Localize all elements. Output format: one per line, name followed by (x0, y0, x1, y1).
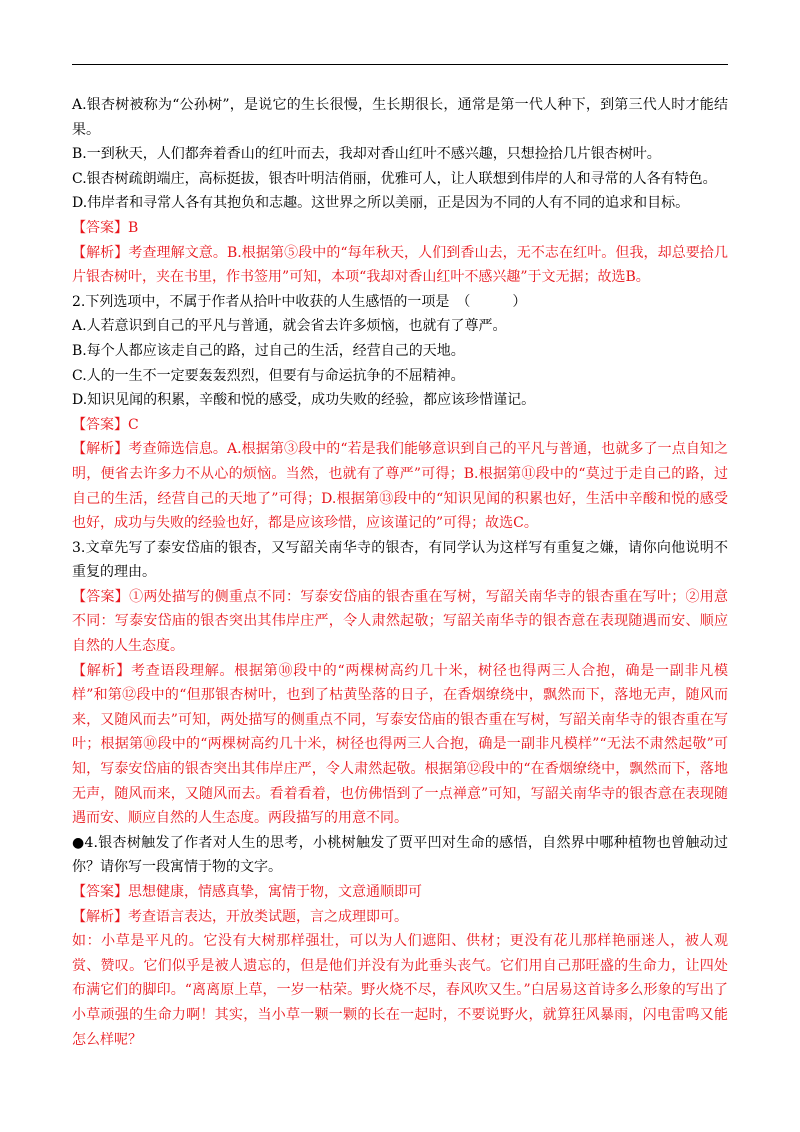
q2-option-a: A.人若意识到自己的平凡与普通，就会省去许多烦恼，也就有了尊严。 (72, 318, 507, 335)
q4-analysis-text: 考查语言表达，开放类试题，言之成理即可。 (128, 908, 408, 925)
answer-tag: 【答案】 (72, 884, 128, 900)
header-rule (72, 64, 728, 65)
q3-analysis-text: 考查语段理解。根据第⑩段中的“两棵树高约几十米，树径也得两三人合抱，确是一副非凡模样”和第⑫段中的“但那银杏树叶，也到了枯黄坠落的日子，在香烟缭绕中，飘然而下，落地无声，随风而来，又随风而去”可知，两处描写的侧重点不同，写泰安岱庙的银杏重在写树，写韶关南华寺的银杏重在写叶；根据第⑩段中的“两棵树高约几十米，树径也得两三人合抱，确是一副非凡模样”“无法不肃然起敬”可知，写泰安岱庙的银杏突出其伟岸庄严，令人肃然起敬。根据第⑫段中的“在香烟缭绕中，飘然而下，落地无声，随风而来，又随风而去。看着看着，也仿佛悟到了一点禅意”可知，写韶关南华寺的银杏意在表现随遇而安、顺应自然的人生态度。两段描写的用意不同。 (72, 662, 729, 827)
analysis-tag: 【解析】 (72, 662, 131, 679)
q4-answer (72, 880, 728, 905)
q2-answer (72, 413, 728, 438)
q1-answer (72, 216, 728, 241)
q2-analysis-text: 考查筛选信息。A.根据第③段中的“若是我们能够意识到自己的平凡与普通，也就多了一点自知之明，便省去许多力不从心的烦恼。当然，也就有了尊严”可得；B.根据第⑪段中的“莫过于走自己的路，过自己的生活，经营自己的天地了”可得；D.根据第⑬段中的“知识见闻的积累也好，生活中辛酸和悦的感受也好，成功与失败的经验也好，都是应该珍惜，应该谨记的”可得；故选C。 (72, 441, 728, 532)
q4-answer-text: 思想健康，情感真挚，寓情于物，文意通顺即可 (128, 884, 422, 900)
q1-option-d: D.伟岸者和寻常人各有其抱负和志趣。这世界之所以美丽，正是因为不同的人有不同的追求和目标。 (72, 195, 690, 212)
q2-option-c: C.人的一生不一定要轰轰烈烈，但要有与命运抗争的不屈精神。 (72, 367, 465, 384)
q4-example: 如：小草是平凡的。它没有大树那样强壮，可以为人们遮阳、供材；更没有花儿那样艳丽迷人，被人观赏、赞叹。它们似乎是被人遗忘的，但是他们并没有为此垂头丧气。它们用自己那旺盛的生命力，让四处布满它们的脚印。“离离原上草，一岁一枯荣。野火烧不尽，春风吹又生。”白居易这首诗多么形象的写出了小草顽强的生命力啊！其实，当小草一颗一颗的长在一起时，不要说野火，就算狂风暴雨，闪电雷鸣又能怎么样呢？ (72, 933, 728, 1048)
q2-option-d: D.知识见闻的积累，辛酸和悦的感受，成功失败的经验，都应该珍惜谨记。 (72, 392, 536, 409)
q2-option-b: B.每个人都应该走自己的路，过自己的生活，经营自己的天地。 (72, 342, 465, 359)
answer-tag: 【答案】 (72, 416, 128, 433)
answer-tag: 【答案】 (72, 588, 130, 605)
q3-answer-text: ①两处描写的侧重点不同：写泰安岱庙的银杏重在写树，写韶关南华寺的银杏重在写叶；②用意不同：写泰安岱庙的银杏突出其伟岸庄严，令人肃然起敬；写韶关南华寺的银杏意在表现随遇而安、顺应自然的人生态度。 (72, 588, 729, 655)
q3-answer (72, 585, 728, 659)
q1-answer-text: B (128, 219, 139, 236)
answer-tag: 【答案】 (72, 219, 128, 236)
q1-analysis-text: 考查理解文意。B.根据第⑤段中的“每年秋天，人们到香山去，无不志在红叶。但我，却总要拾几片银杏树叶，夹在书里，作书签用”可知，本项“我却对香山红叶不感兴趣”于文无据；故选B。 (72, 244, 728, 286)
q4-analysis (72, 905, 728, 930)
document-body (72, 93, 728, 1052)
q1-option-c: C.银杏树疏朗端庄，高标挺拔，银杏叶明洁俏丽，优雅可人，让人联想到伟岸的人和寻常的人各有特色。 (72, 170, 717, 187)
analysis-tag: 【解析】 (72, 908, 128, 925)
q1-option-b: B.一到秋天，人们都奔着香山的红叶而去，我却对香山红叶不感兴趣，只想捡拾几片银杏树叶。 (72, 146, 661, 163)
q2-analysis (72, 437, 728, 535)
q3-analysis (72, 659, 728, 831)
q3-question: 3.文章先写了泰安岱庙的银杏，又写韶关南华寺的银杏，有同学认为这样写有重复之嫌，请你向他说明不重复的理由。 (72, 539, 728, 581)
analysis-tag: 【解析】 (72, 441, 129, 458)
q1-analysis (72, 241, 728, 290)
q1-option-a: A.银杏树被称为“公孙树”，是说它的生长很慢，生长期很长，通常是第一代人种下，到第三代人时才能结果。 (72, 97, 728, 138)
q4-question: ●4.银杏树触发了作者对人生的思考，小桃树触发了贾平凹对生命的感悟，自然界中哪种植物也曾触动过你？请你写一段寓情于物的文字。 (72, 834, 728, 876)
q2-answer-text: C (128, 416, 139, 433)
analysis-tag: 【解析】 (72, 244, 129, 261)
q2-question: 2.下列选项中，不属于作者从拾叶中收获的人生感悟的一项是 （ ） (72, 293, 527, 310)
